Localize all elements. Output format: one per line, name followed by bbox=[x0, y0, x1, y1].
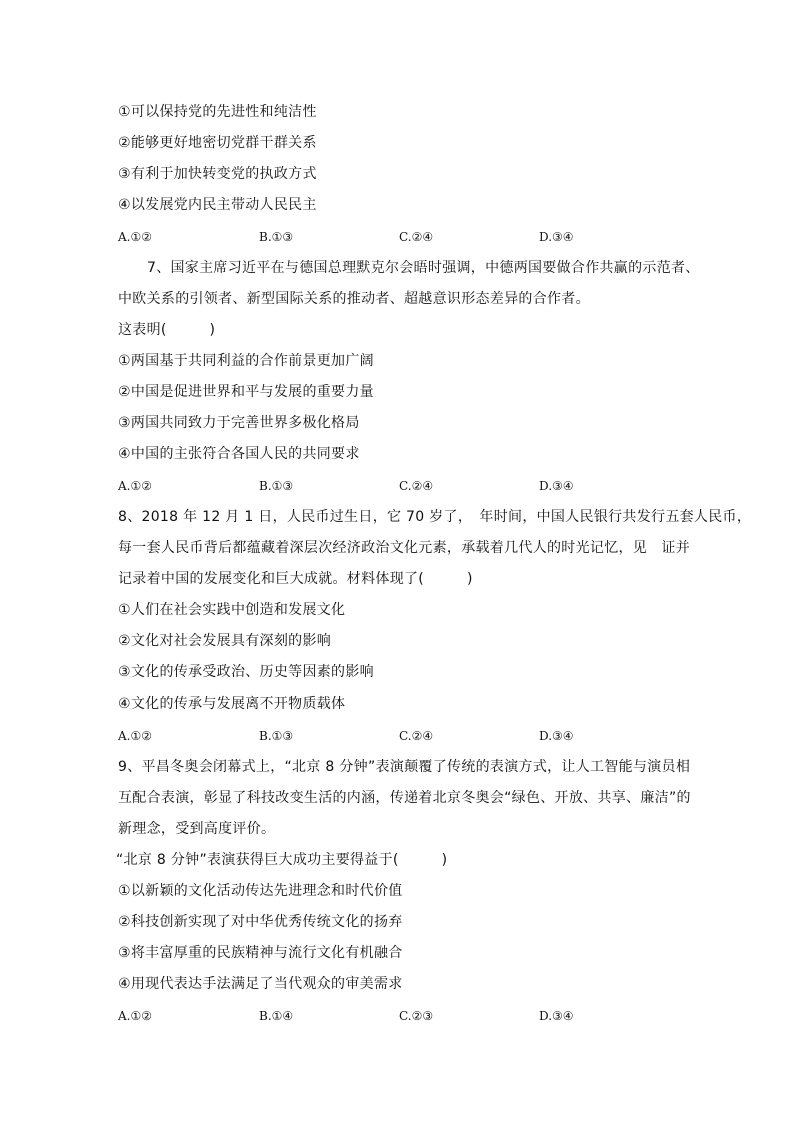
q7-item-4: ④中国的主张符合各国人民的共同要求 bbox=[118, 446, 360, 462]
q9-item-2: ②科技创新实现了对中华优秀传统文化的扬弃 bbox=[118, 914, 403, 930]
q6-option-c: C.②④ bbox=[399, 230, 434, 244]
q9-item-3: ③将丰富厚重的民族精神与流行文化有机融合 bbox=[118, 945, 403, 961]
q7-item-2: ②中国是促进世界和平与发展的重要力量 bbox=[118, 384, 374, 400]
q9-item-1: ①以新颖的文化活动传达先进理念和时代价值 bbox=[118, 883, 403, 899]
q8-item-4: ④文化的传承与发展离不开物质载体 bbox=[118, 696, 346, 712]
q9-option-a: A.①② bbox=[118, 1009, 152, 1023]
q9-item-4: ④用现代表达手法满足了当代观众的审美需求 bbox=[118, 976, 403, 992]
q8-option-c: C.②④ bbox=[399, 729, 434, 743]
q8-stem-line-1: 8、2018 年 12 月 1 日，人民币过生日，它 70 岁了， 年时间，中国人民银行共发行五套人民币， bbox=[118, 509, 752, 525]
q8-option-d: D.③④ bbox=[539, 729, 574, 743]
q9-option-d: D.③④ bbox=[539, 1009, 574, 1023]
q7-option-c: C.②④ bbox=[399, 479, 434, 493]
q7-item-1: ①两国基于共同利益的合作前景更加广阔 bbox=[118, 353, 374, 369]
q8-item-2: ②文化对社会发展具有深刻的影响 bbox=[118, 633, 332, 649]
q6-item-1: ①可以保持党的先进性和纯洁性 bbox=[118, 104, 317, 120]
q6-option-b: B.①③ bbox=[259, 230, 294, 244]
q8-stem-line-2: 每一套人民币背后都蕴藏着深层次经济政治文化元素，承载着几代人的时光记忆，见 证并 bbox=[118, 540, 690, 556]
q7-option-a: A.①② bbox=[118, 479, 152, 493]
q7-option-d: D.③④ bbox=[539, 479, 574, 493]
q8-item-1: ①人们在社会实践中创造和发展文化 bbox=[118, 602, 346, 618]
q6-option-d: D.③④ bbox=[539, 230, 574, 244]
q9-stem-line-1: 9、平昌冬奥会闭幕式上，“北京 8 分钟”表演颠覆了传统的表演方式，让人工智能与演员相 bbox=[118, 759, 691, 775]
q7-item-3: ③两国共同致力于完善世界多极化格局 bbox=[118, 415, 360, 431]
q8-stem-line-3: 记录着中国的发展变化和巨大成就。材料体现了( ) bbox=[118, 571, 473, 587]
q7-stem-line-2: 中欧关系的引领者、新型国际关系的推动者、超越意识形态差异的合作者。 bbox=[118, 291, 590, 307]
q9-prompt: “北京 8 分钟”表演获得巨大成功主要得益于( ) bbox=[116, 852, 448, 868]
q8-option-a: A.①② bbox=[118, 729, 152, 743]
q7-stem-line-1: 7、国家主席习近平在与德国总理默克尔会晤时强调，中德两国要做合作共赢的示范者、 bbox=[147, 260, 700, 276]
q8-option-b: B.①③ bbox=[259, 729, 294, 743]
q9-option-b: B.①④ bbox=[259, 1009, 294, 1023]
q8-item-3: ③文化的传承受政治、历史等因素的影响 bbox=[118, 664, 374, 680]
q9-option-c: C.②③ bbox=[399, 1009, 434, 1023]
q9-stem-line-2: 互配合表演，彰显了科技改变生活的内涵，传递着北京冬奥会“绿色、开放、共享、廉洁”的 bbox=[118, 790, 691, 806]
q6-item-4: ④以发展党内民主带动人民民主 bbox=[118, 197, 317, 213]
q7-prompt: 这表明( ) bbox=[118, 322, 216, 338]
q6-item-2: ②能够更好地密切党群干群关系 bbox=[118, 135, 317, 151]
q6-item-3: ③有利于加快转变党的执政方式 bbox=[118, 166, 317, 182]
q7-option-b: B.①③ bbox=[259, 479, 294, 493]
q9-stem-line-3: 新理念，受到高度评价。 bbox=[118, 821, 276, 837]
q6-option-a: A.①② bbox=[118, 230, 152, 244]
